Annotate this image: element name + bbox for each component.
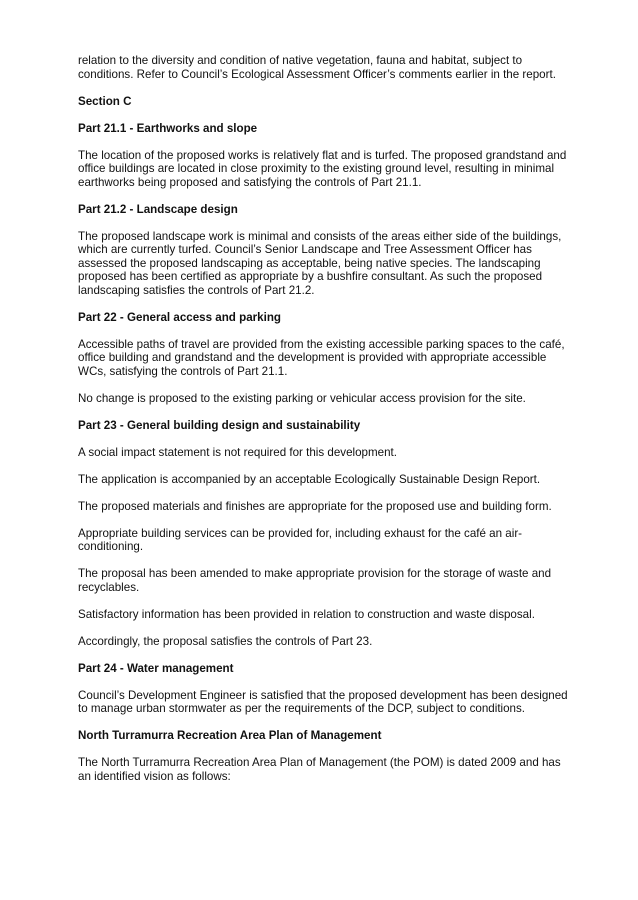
paragraph-waste-storage: The proposal has been amended to make appropriate provision for the storage of waste and recyclables. [78,567,552,594]
paragraph-materials: The proposed materials and finishes are appropriate for the proposed use and building form. [78,499,552,513]
heading-section-c: Section C [78,94,132,108]
paragraph-landscape: The proposed landscape work is minimal and consists of the areas either side of the buildings, which are currently turfed. Council’s Senior Landscape and Tree Assessment Officer has assessed the proposed landscaping as acceptable, being native species. The landscaping proposed has been certified as appropriate by a bushfire consultant. As such the proposed landscaping satisfies the controls of Part 21.2. [78,229,562,297]
paragraph-accessible-paths: Accessible paths of travel are provided from the existing accessible parking spaces to the café, office building and grandstand and the development is provided with appropriate accessible WCs, satisfying the controls of Part 21.1. [78,337,565,378]
paragraph-esd-report: The application is accompanied by an acceptable Ecologically Sustainable Design Report. [78,472,541,486]
heading-plan-of-management: North Turramurra Recreation Area Plan of Management [78,729,382,742]
paragraph-construction-waste: Satisfactory information has been provided in relation to construction and waste disposal. [78,607,535,621]
paragraph-social-impact: A social impact statement is not required for this development. [78,445,397,459]
paragraph-pom-vision: The North Turramurra Recreation Area Plan of Management (the POM) is dated 2009 and has an identified vision as follows: [78,756,561,783]
paragraph-earthworks: The location of the proposed works is relatively flat and is turfed. The proposed grandstand and office buildings are located in close proximity to the existing ground level, resulting in minimal earthworks being proposed and satisfying the controls of Part 21.1. [78,148,567,189]
paragraph-building-services: Appropriate building services can be provided for, including exhaust for the café an air-conditioning. [78,526,523,553]
paragraph-part-23-conclusion: Accordingly, the proposal satisfies the controls of Part 23. [78,634,373,648]
heading-part-21-2: Part 21.2 - Landscape design [78,202,238,216]
document-page [78,54,568,797]
paragraph-ecological-continuation: relation to the diversity and condition of native vegetation, fauna and habitat, subject to conditions. Refer to Council’s Ecological Assessment Officer’s comments earlier in the report. [78,54,556,81]
heading-part-22: Part 22 - General access and parking [78,310,281,324]
heading-part-21-1: Part 21.1 - Earthworks and slope [78,121,258,135]
heading-part-24: Part 24 - Water management [78,661,234,675]
heading-part-23: Part 23 - General building design and sustainability [78,418,361,432]
paragraph-stormwater: Council’s Development Engineer is satisfied that the proposed development has been designed to manage urban stormwater as per the requirements of the DCP, subject to conditions. [78,688,568,715]
paragraph-parking: No change is proposed to the existing parking or vehicular access provision for the site. [78,391,526,405]
